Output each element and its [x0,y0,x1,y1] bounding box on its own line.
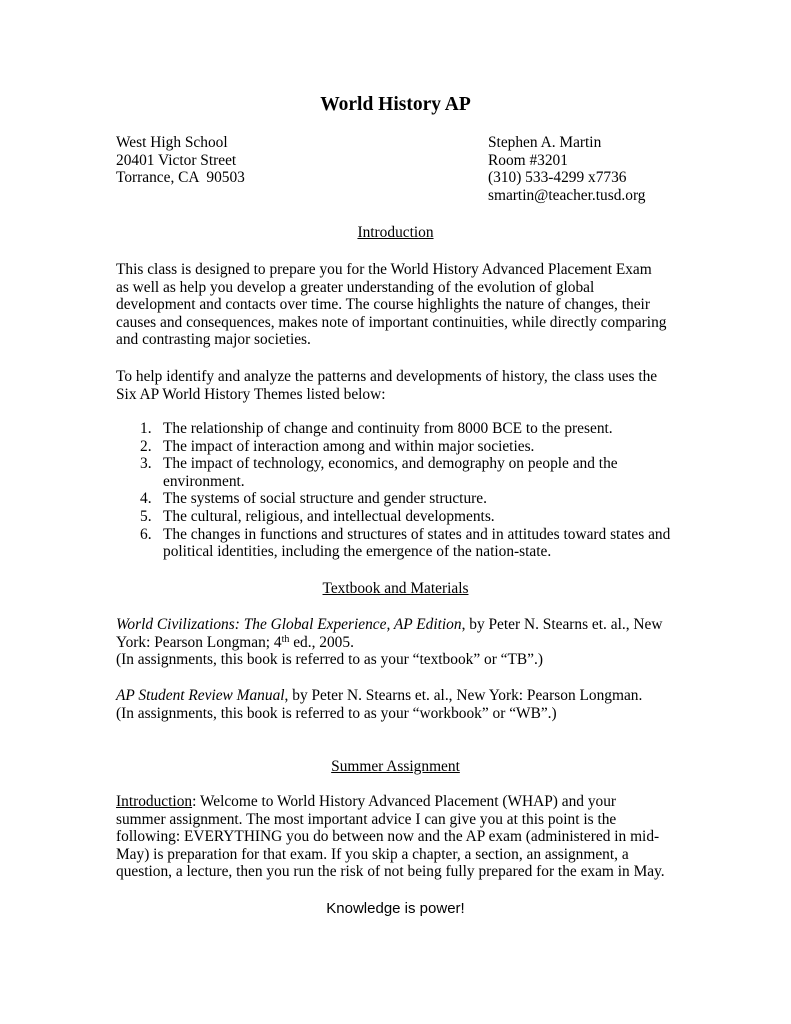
teacher-room: Room #3201 [488,151,568,169]
introduction-heading: Introduction [357,224,434,241]
edition-superscript: th [281,633,290,645]
theme-text: The changes in functions and structures of states and in attitudes toward states and [163,525,671,543]
citation-line [116,616,686,634]
paragraph-line: and contrasting major societies. [116,331,311,349]
theme-number: 2. [140,437,152,455]
paragraph-line: as well as help you develop a greater understanding of the evolution of global [116,278,595,296]
theme-text: environment. [163,472,245,490]
teacher-contact [488,134,646,204]
theme-item [116,455,686,490]
school-name: West High School [116,134,228,151]
document-title: World History AP [320,94,471,115]
theme-item [116,438,686,456]
paragraph-line: development and contacts over time. The course highlights the nature of changes, their [116,296,650,314]
workbook-note: (In assignments, this book is referred to as your “workbook” or “WB”.) [116,704,557,722]
theme-text: The impact of interaction among and within major societies. [163,437,535,455]
theme-text: The cultural, religious, and intellectual developments. [163,507,495,525]
paragraph-line: Six AP World History Themes listed below: [116,385,386,403]
introduction-paragraph [116,261,686,349]
paragraph-line: May) is preparation for that exam. If you skip a chapter, a section, an assignment, a [116,845,629,863]
paragraph-line: This class is designed to prepare you for the World History Advanced Placement Exam [116,261,652,278]
summer-heading: Summer Assignment [331,758,460,775]
theme-number: 5. [140,507,152,525]
paragraph-line [116,793,686,811]
motto: Knowledge is power! [326,900,465,917]
paragraph-line: To help identify and analyze the patterns and developments of history, the class uses the [116,368,658,385]
school-city: Torrance, CA 90503 [116,169,245,187]
theme-item [116,490,686,508]
theme-text: The relationship of change and continuity from 8000 BCE to the present. [163,420,613,437]
textbook-publisher: York: Pearson Longman; 4 [116,633,282,651]
workbook-citation [116,687,686,722]
workbook-citation-rest: , by Peter N. Stearns et. al., New York: Pearson Longman. [284,687,643,704]
textbook-title: World Civilizations: The Global Experience, AP Edition [116,616,462,633]
teacher-email: smartin@teacher.tusd.org [488,186,646,204]
paragraph-line: causes and consequences, makes note of important continuities, while directly comparing [116,313,667,331]
summer-intro-rest: : Welcome to World History Advanced Placement (WHAP) and your [192,793,617,810]
teacher-name: Stephen A. Martin [488,134,602,151]
theme-item [116,526,686,561]
theme-item [116,420,686,438]
workbook-title: AP Student Review Manual [116,687,285,704]
theme-item [116,508,686,526]
paragraph-line: summer assignment. The most important advice I can give you at this point is the [116,810,617,828]
textbook-citation-rest: , by Peter N. Stearns et. al., New [461,616,663,633]
textbook-note: (In assignments, this book is referred to as your “textbook” or “TB”.) [116,651,543,669]
theme-number: 6. [140,525,152,543]
themes-list [116,420,686,561]
citation-line [116,634,686,652]
teacher-phone: (310) 533-4299 x7736 [488,169,627,187]
theme-number: 3. [140,455,152,473]
school-street: 20401 Victor Street [116,151,237,169]
textbook-citation [116,616,686,669]
materials-heading: Textbook and Materials [322,580,469,597]
theme-text: The impact of technology, economics, and demography on people and the [163,455,618,473]
summer-paragraph [116,793,686,881]
summer-intro-label: Introduction [116,793,193,810]
theme-text: The systems of social structure and gender structure. [163,490,487,508]
school-address [116,134,245,187]
textbook-edition: ed., 2005. [289,633,354,651]
theme-number: 4. [140,490,152,508]
theme-number: 1. [140,420,152,437]
paragraph-line: following: EVERYTHING you do between now and the AP exam (administered in mid- [116,828,660,846]
theme-text: political identities, including the emergence of the nation-state. [163,543,552,561]
citation-line [116,687,686,705]
paragraph-line: question, a lecture, then you run the risk of not being fully prepared for the exam in May. [116,863,665,881]
themes-intro [116,368,686,403]
